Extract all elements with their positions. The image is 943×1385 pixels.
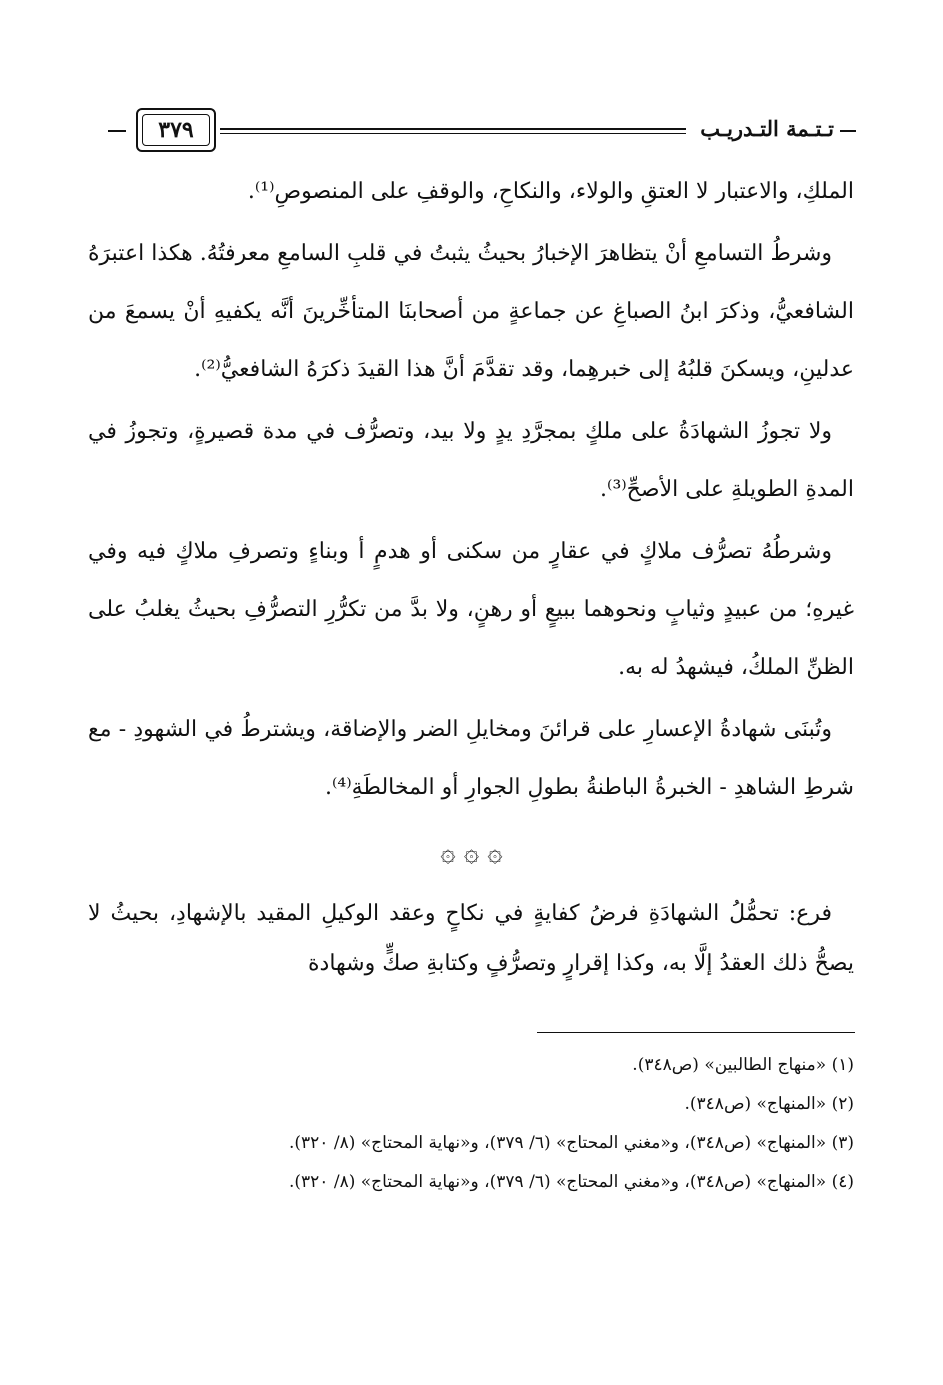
branch-text	[88, 889, 854, 989]
footnote-4: (٤) «المنهاج» (ص٣٤٨)، و«مغني المحتاج» (٦/ ٣٧٩)، و«نهاية المحتاج» (٨/ ٣٢٠).	[288, 1172, 854, 1192]
paragraph-4: وشرطُهُ تصرُّف ملاكٍ في عقارٍ من سكنى أو هدمٍ أ وبناءٍ وتصرفِ ملاكٍ فيه وفي غيرهِ؛ من عبيدٍ وثيابٍ ونحوهما ببيعٍ أو رهنٍ، ولا بدَّ من تكرُّرِ التصرُّفِ بحيثُ يغلبُ على الظنِّ الملكُ، فيشهدُ له به.	[88, 539, 854, 680]
paragraph-2: وشرطُ التسامعِ أنْ يتظاهرَ الإخبارُ بحيثُ يثبتُ في قلبِ السامعِ معرفتُهُ. هكذا اعتبرَهُ الشافعيُّ، وذكرَ ابنُ الصباغِ عن جماعةٍ من أصحابنَا المتأخِّرينَ أنَّه يكفيهِ أنْ يسمعَ من عدلينِ، ويسكنَ قلبُهُ إلى خبرهِما، وقد تقدَّمَ أنَّ هذا القيدَ ذكرَهُ الشافعيُّ⁽²⁾.	[88, 241, 854, 382]
main-text	[88, 163, 854, 821]
running-title: تـتـمة التـدريـب	[700, 116, 834, 141]
footnote-1: (١) «منهاج الطالبين» (ص٣٤٨).	[632, 1055, 854, 1075]
page-number-frame	[136, 108, 216, 152]
paragraph-1: الملكِ، والاعتبار لا العتقِ والولاء، والنكاحِ، والوقفِ على المنصوصِ⁽¹⁾.	[247, 179, 854, 204]
footnotes	[88, 1046, 854, 1202]
footnote-3: (٣) «المنهاج» (ص٣٤٨)، و«مغني المحتاج» (٦/ ٣٧٩)، و«نهاية المحتاج» (٨/ ٣٢٠).	[288, 1133, 854, 1153]
footnote-separator	[537, 1032, 855, 1033]
page-number: ٣٧٩	[142, 114, 210, 146]
header-dash-left	[108, 130, 126, 132]
paragraph-5: وتُبنَى شهادةُ الإعسارِ على قرائنَ ومخايلِ الضر والإضاقة، ويشترطُ في الشهودِ - مع شرطِ الشاهدِ - الخبرةُ الباطنةُ بطولِ الجوارِ أو المخالطَةِ⁽⁴⁾.	[88, 717, 854, 800]
paragraph-6: فرع: تحمُّلُ الشهادَةِ فرضُ كفايةٍ في نكاحٍ وعقد الوكيلِ المقيد بالإشهادِ، بحيثُ لا يصحُّ ذلك العقدُ إلَّا به، وكذا إقرارٍ وتصرُّفٍ وكتابةِ صكٍّ وشهادة	[88, 901, 854, 976]
header-rule	[220, 128, 686, 134]
section-divider-ornament: ۞ ۞ ۞	[440, 838, 503, 868]
page-header	[108, 108, 856, 160]
footnote-2: (٢) «المنهاج» (ص٣٤٨).	[684, 1094, 854, 1114]
paragraph-3: ولا تجوزُ الشهادَةُ على ملكٍ بمجرَّدِ يدٍ ولا بيد، وتصرُّف في مدة قصيرةٍ، وتجوزُ في المدةِ الطويلةِ على الأصحِّ⁽³⁾.	[88, 419, 854, 502]
header-dash-right	[840, 130, 856, 132]
